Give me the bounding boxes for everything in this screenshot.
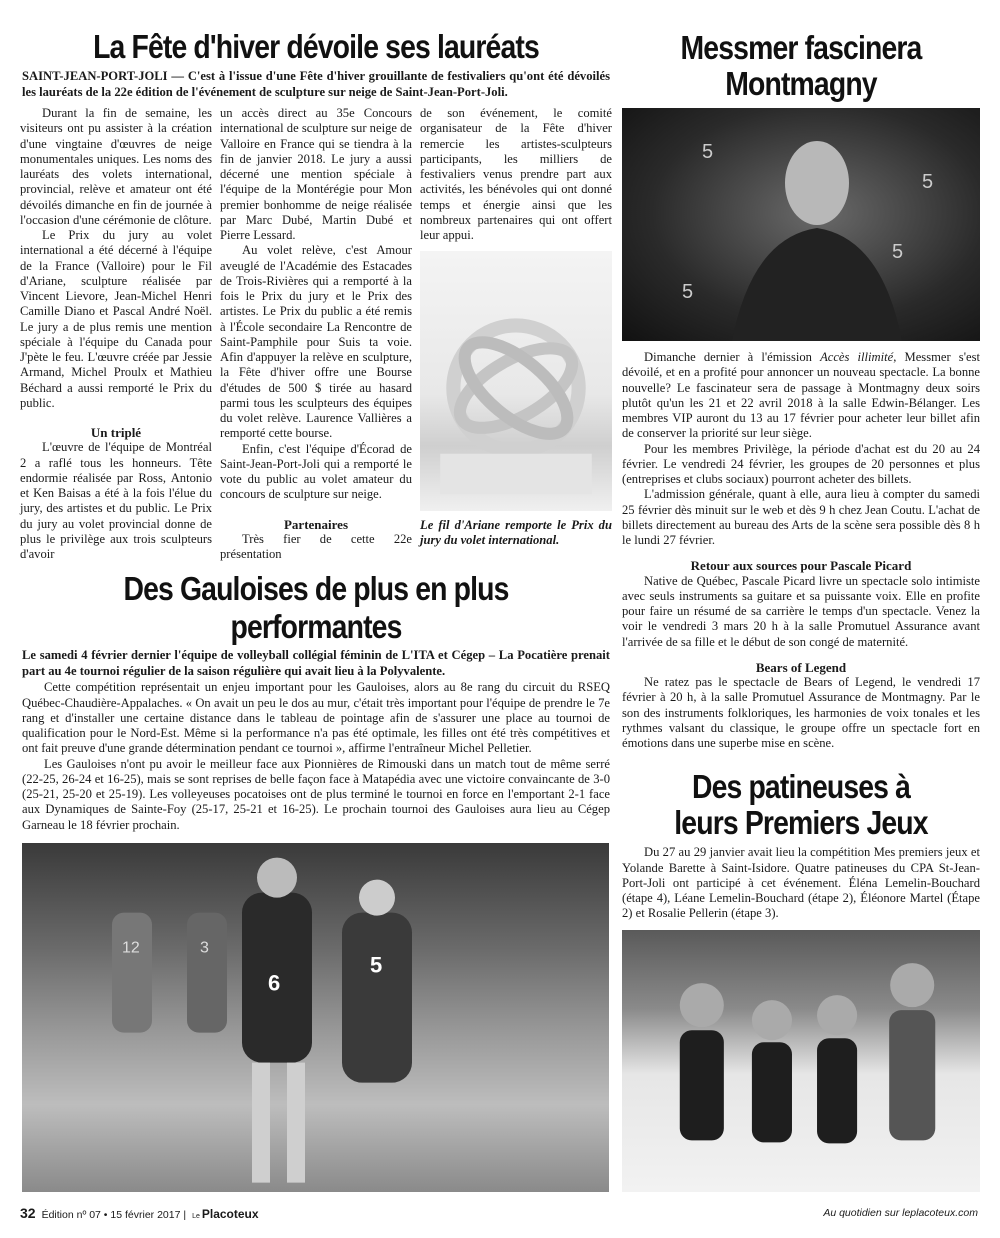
subheading: Un triplé xyxy=(90,425,142,440)
paragraph: Au volet relève, c'est Amour aveuglé de l'Académie des Estacades de Trois-Rivières qui a remporté à la fois le Prix du jury et le Prix des artistes. Le Prix du public a été remis à l'École secondaire La Rencontre de Saint-Pamphile pour Suis ta voie. Afin d'appuyer la relève en sculpture, la Fête d'hiver offre une Bourse d'études de 500 $ tirée au hasard parmi tous les sculpteurs des équipes du volet relève. Laurence Vallières a remporté cette bourse. xyxy=(220,243,412,441)
article1-column-3-text xyxy=(420,106,612,243)
skaters-illustration xyxy=(622,930,980,1193)
jersey-number: 12 xyxy=(122,939,140,957)
jersey-number: 6 xyxy=(268,970,281,996)
text: , Messmer s'est dévoilé, et en a profité pour annoncer un nouveau spectacle. La bonne nouvelle? Le fascinateur sera de passage à Montmagny deux soirs plutôt qu'un les 21 et 22 avril 2018 à la salle Edwin-Bélanger. Les membres VIP auront du 13 au 17 février pour acheter leur billet afin de conserver la priorité sur leur siège. xyxy=(622,350,980,441)
paragraph: Très fier de cette 22e présentation xyxy=(220,531,412,561)
volleyball-players-illustration xyxy=(22,843,609,1192)
show-title: Accès illimité xyxy=(820,350,894,364)
paragraph: Cette compétition représentait un enjeu important pour les Gauloises, alors au 8e rang du circuit du RSEQ Québec-Chaudière-Appalaches. « On avait un peu le dos au mur, c'était très important pour l'équipe de prendre le 7e rang et d'installer une certaine distance dans le tableau de pointage afin de s'assurer une place au tournoi de qualification pour le Nord-Est. Même si la performance n'a pas été optimale, les filles ont été très compétitives et ont fait preuve d'une grande détermination pendant ce tournoi », affirme l'entraîneur Michel Pelletier. xyxy=(22,680,610,756)
article1-column-2 xyxy=(220,106,412,562)
paragraph: L'œuvre de l'équipe de Montréal 2 a raflé tous les honneurs. Tête endormie réalisée par Ross, Antonio et Ken Baisas a été à la fois l'élue du jury, des artistes et du public. Le Prix du jury au volet provincial donne de plus le privilège aux trois sculpteurs d'avoir xyxy=(20,440,212,561)
article3-body xyxy=(622,350,980,751)
jersey-number: 5 xyxy=(370,952,383,978)
photo-caption: Le fil d'Ariane remporte le Prix du jury du volet international. xyxy=(420,518,612,548)
digit: 5 xyxy=(892,241,904,263)
paragraph: L'admission générale, quant à elle, aura lieu à compter du samedi 25 février dès minuit sur le web et dès 9 h chez Jean Coutu. L'achat de billets directement au bureau des Arts de la scène sera possible dès 8 h le lundi 27 février. xyxy=(622,487,980,547)
headline-patineuses: Des patineuses à leurs Premiers Jeux xyxy=(674,768,928,842)
article1-lead: SAINT-JEAN-PORT-JOLI — C'est à l'issue d'une Fête d'hiver grouillante de festivaliers qu'ont été dévoilés les lauréats de la 22e édition de l'événement de sculpture sur neige de Saint-Jean-Port-Joli. xyxy=(22,69,610,99)
article1-columns xyxy=(20,106,612,562)
headline-fete-hiver: La Fête d'hiver dévoile ses lauréats xyxy=(93,28,539,65)
jersey-number: 3 xyxy=(200,939,209,957)
headline-gauloises: Des Gauloises de plus en plus performantes xyxy=(123,570,509,646)
paragraph: Le Prix du jury au volet international a été décerné à l'équipe de la France (Valloire) pour le Fil d'Ariane, sculpture réalisée par Vincent Lievore, Jean-Michel Henri Camille Diano et Pascal André Noël. Le jury a de plus remis une mention spéciale à l'équipe du Canada pour J'pète le feu. L'œuvre créée par Jessie Armand, Michel Proulx et Mathieu Béchard a aussi remporté le Prix du public. xyxy=(20,228,212,410)
volleyball-photo xyxy=(22,843,609,1192)
messmer-photo xyxy=(622,108,980,341)
subheading: Retour aux sources pour Pascale Picard xyxy=(690,558,912,574)
paragraph: un accès direct au 35e Concours international de sculpture sur neige de Valloire en France qui se tiendra à la fin de janvier 2018. Le jury a aussi décerné une mention spéciale à l'équipe de la Montérégie pour Mon premier bonhomme de neige réalisée par Marc Dubé, Martin Dubé et Pierre Lessard. xyxy=(220,106,412,242)
paragraph: Durant la fin de semaine, les visiteurs ont pu assister à la création d'une vingtaine d'œuvres de neige monumentales uniques. Les noms des lauréats des volets international, provincial, relève et amateur ont été dévoilés dimanche en fin de journée à l'occasion d'une cérémonie de clôture. xyxy=(20,106,212,227)
paragraph: Les Gauloises n'ont pu avoir le meilleur face aux Pionnières de Rimouski dans un match tout de même serré (22-25, 26-24 et 16-25), mais se sont reprises de belle façon face à Matapédia avec une victoire convaincante de 3-0 (25-21, 25-20 et 25-19). Les volleyeuses pocatoises ont de plus terminé le tournoi en force en l'emportant 2-1 face aux Dynamiques de Sainte-Foy (25-17, 25-21 et 16-25). Le prochain tournoi des Gauloises aura lieu au Cégep Garneau le 18 février prochain. xyxy=(22,756,610,832)
paragraph: Ne ratez pas le spectacle de Bears of Legend, le vendredi 17 février à 20 h, à la salle Promutuel Assurance de Montmagny. Par le son des instruments folkloriques, les harmonies de voix tonales et les rythmes valsant du classique, le groupe offre un spectacle fort en émotions dans une superbe mise en scène. xyxy=(622,675,980,750)
digit: 5 xyxy=(682,281,694,303)
digit: 5 xyxy=(922,171,934,193)
paragraph xyxy=(622,350,980,442)
brand-logo: Placoteux xyxy=(201,1207,259,1221)
paragraph: Enfin, c'est l'équipe d'Écorad de Saint-Jean-Port-Joli qui a remporté le vote du public au volet amateur du concours de sculpture sur neige. xyxy=(220,441,412,502)
right-column xyxy=(622,30,980,1192)
paragraph: Pour les membres Privilège, la période d'achat est du 20 au 24 février. Le vendredi 24 février, les groupes de 20 personnes et plus (entreprises et clubs sociaux) pourront acheter des billets. xyxy=(622,441,980,486)
article2-body xyxy=(22,680,610,833)
subheading: Bears of Legend xyxy=(755,659,847,675)
article1-column-1 xyxy=(20,106,212,562)
footer-left xyxy=(20,1205,259,1221)
paragraph: de son événement, le comité organisateur de la Fête d'hiver remercie les artistes-sculpteurs participants, les milliers de festivaliers venus prendre part aux activités, les bénévoles qui ont donné temps et énergie ainsi que les nombreux partenaires qui ont offert leur appui. xyxy=(420,106,612,242)
headline-messmer: Messmer fascinera Montmagny xyxy=(680,29,922,102)
messmer-illustration xyxy=(622,108,980,341)
digit: 5 xyxy=(702,141,714,163)
paragraph: Du 27 au 29 janvier avait lieu la compétition Mes premiers jeux et Yolande Barette à Saint-Isidore. Quatre patineuses du CPA St-Jean-Port-Joli ont participé à cet événement. Éléna Lemelin-Bouchard (étape 4), Léane Lemelin-Bouchard (étape 2), Éléonore Martel (Étape 2) et Rosalie Pellerin (étape 3). xyxy=(622,845,980,921)
paragraph: Native de Québec, Pascale Picard livre un spectacle solo intimiste avec seuls instruments sa guitare et sa puissante voix. Elle en profite pour faire un résumé de sa carrière le temps d'un spectacle. Venez la voir le vendredi 3 mars 20 h à la salle Promutuel Assurance avant l'arrivée de sa fille et le début de son congé de maternité. xyxy=(622,573,980,649)
article4-body xyxy=(622,845,980,921)
footer-tagline: Au quotidien sur leplacoteux.com xyxy=(823,1207,978,1219)
brand-prefix: Le xyxy=(192,1213,200,1220)
edition-info: Édition nº 07 • 15 février 2017 | xyxy=(41,1209,187,1221)
brand xyxy=(192,1207,259,1221)
left-column xyxy=(20,28,612,1192)
snow-sculpture-photo xyxy=(420,251,612,511)
skaters-photo xyxy=(622,930,980,1193)
snow-sculpture-illustration xyxy=(420,251,612,511)
article2-lead: Le samedi 4 février dernier l'équipe de volleyball collégial féminin de L'ITA et Cégep – La Pocatière prenait part au 4e tournoi régulier de la saison régulière qui avait lieu à la Polyvalente. xyxy=(22,648,610,678)
page-number: 32 xyxy=(20,1205,36,1221)
text: Dimanche dernier à l'émission xyxy=(644,350,821,364)
subheading: Partenaires xyxy=(283,516,349,532)
article1-column-3 xyxy=(420,106,612,562)
